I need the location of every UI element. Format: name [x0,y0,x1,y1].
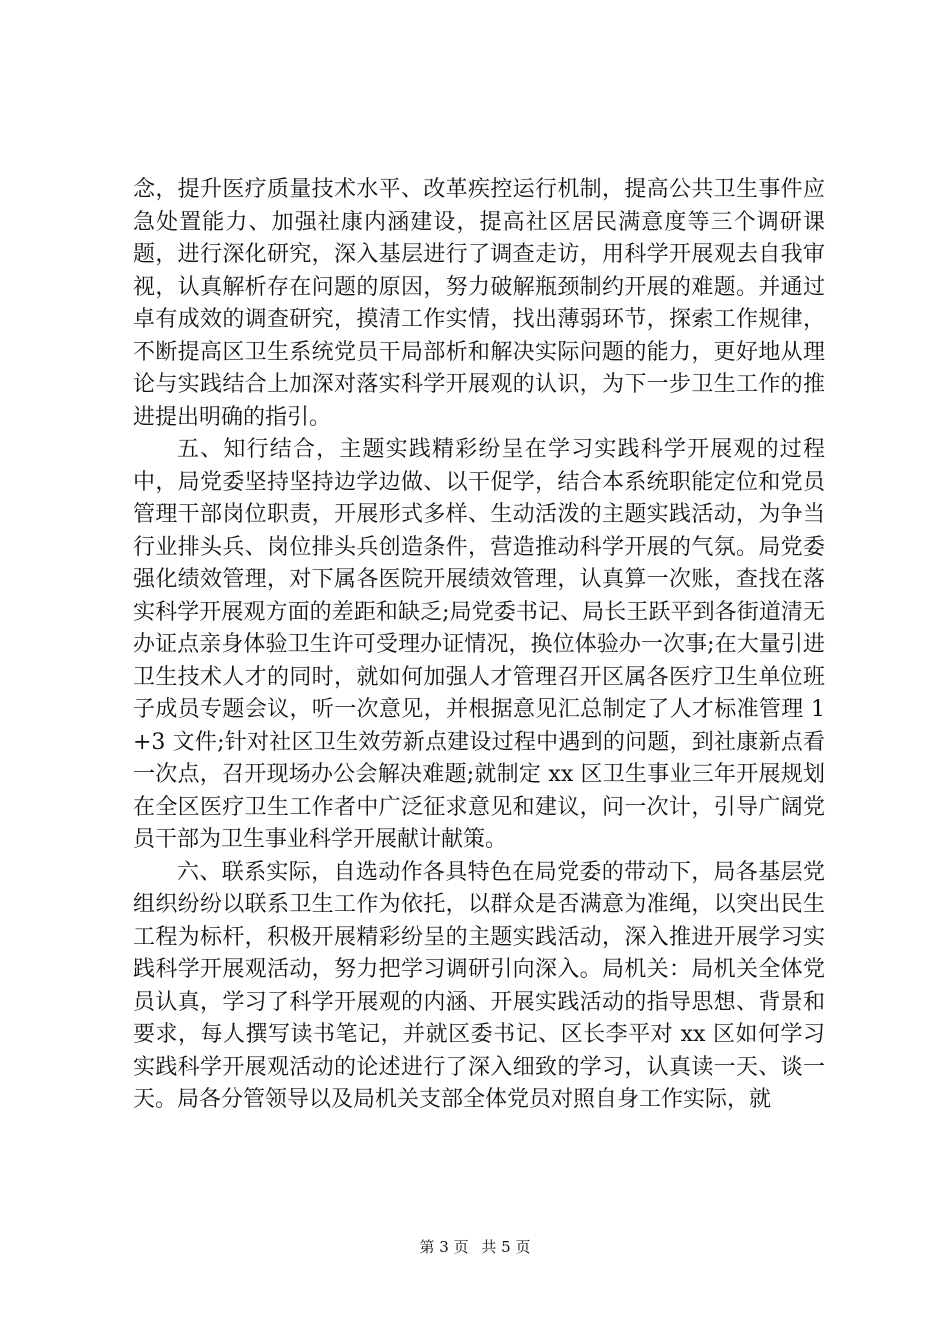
page-footer [0,1236,950,1257]
page-number: 第 3 页 [419,1238,469,1256]
page-total: 共 5 页 [481,1238,531,1256]
paragraph-continued: 念，提升医疗质量技术水平、改革疾控运行机制，提高公共卫生事件应急处置能力、加强社康内涵建设，提高社区居民满意度等三个调研课题，进行深化研究，深入基层进行了调查走访，用科学开展观去自我审视，认真解析存在问题的原因，努力破解瓶颈制约开展的难题。并通过卓有成效的调查研究，摸清工作实情，找出薄弱环节，探索工作规律，不断提高区卫生系统党员干局部析和解决实际问题的能力，更好地从理论与实践结合上加深对落实科学开展观的认识，为下一步卫生工作的推进提出明确的指引。 [133,177,825,430]
paragraph-section-five: 五、知行结合，主题实践精彩纷呈在学习实践科学开展观的过程中，局党委坚持坚持边学边做、以干促学，结合本系统职能定位和党员管理干部岗位职责，开展形式多样、生动活泼的主题实践活动，为争当行业排头兵、岗位排头兵创造条件，营造推动科学开展的气氛。局党委强化绩效管理，对下属各医院开展绩效管理，认真算一次账，查找在落实科学开展观方面的差距和缺乏;局党委书记、局长王跃平到各街道清无办证点亲身体验卫生许可受理办证情况，换位体验办一次事;在大量引进卫生技术人才的同时，就如何加强人才管理召开区属各医疗卫生单位班子成员专题会议，听一次意见，并根据意见汇总制定了人才标准管理 1+3 文件;针对社区卫生效劳新点建设过程中遇到的问题，到社康新点看一次点，召开现场办公会解决难题;就制定 xx 区卫生事业三年开展规划在全区医疗卫生工作者中广泛征求意见和建议，问一次计，引导广阔党员干部为卫生事业科学开展献计献策。 [133,437,825,852]
document-body [133,174,825,1117]
paragraph-section-six: 六、联系实际，自选动作各具特色在局党委的带动下，局各基层党组织纷纷以联系卫生工作为依托，以群众是否满意为准绳，以突出民生工程为标杆，积极开展精彩纷呈的主题实践活动，深入推进开展学习实践科学开展观活动，努力把学习调研引向深入。局机关：局机关全体党员认真，学习了科学开展观的内涵、开展实践活动的指导思想、背景和要求，每人撰写读书笔记，并就区委书记、区长李平对 xx 区如何学习实践科学开展观活动的论述进行了深入细致的学习，认真读一天、谈一天。局各分管领导以及局机关支部全体党员对照自身工作实际，就 [133,859,825,1112]
